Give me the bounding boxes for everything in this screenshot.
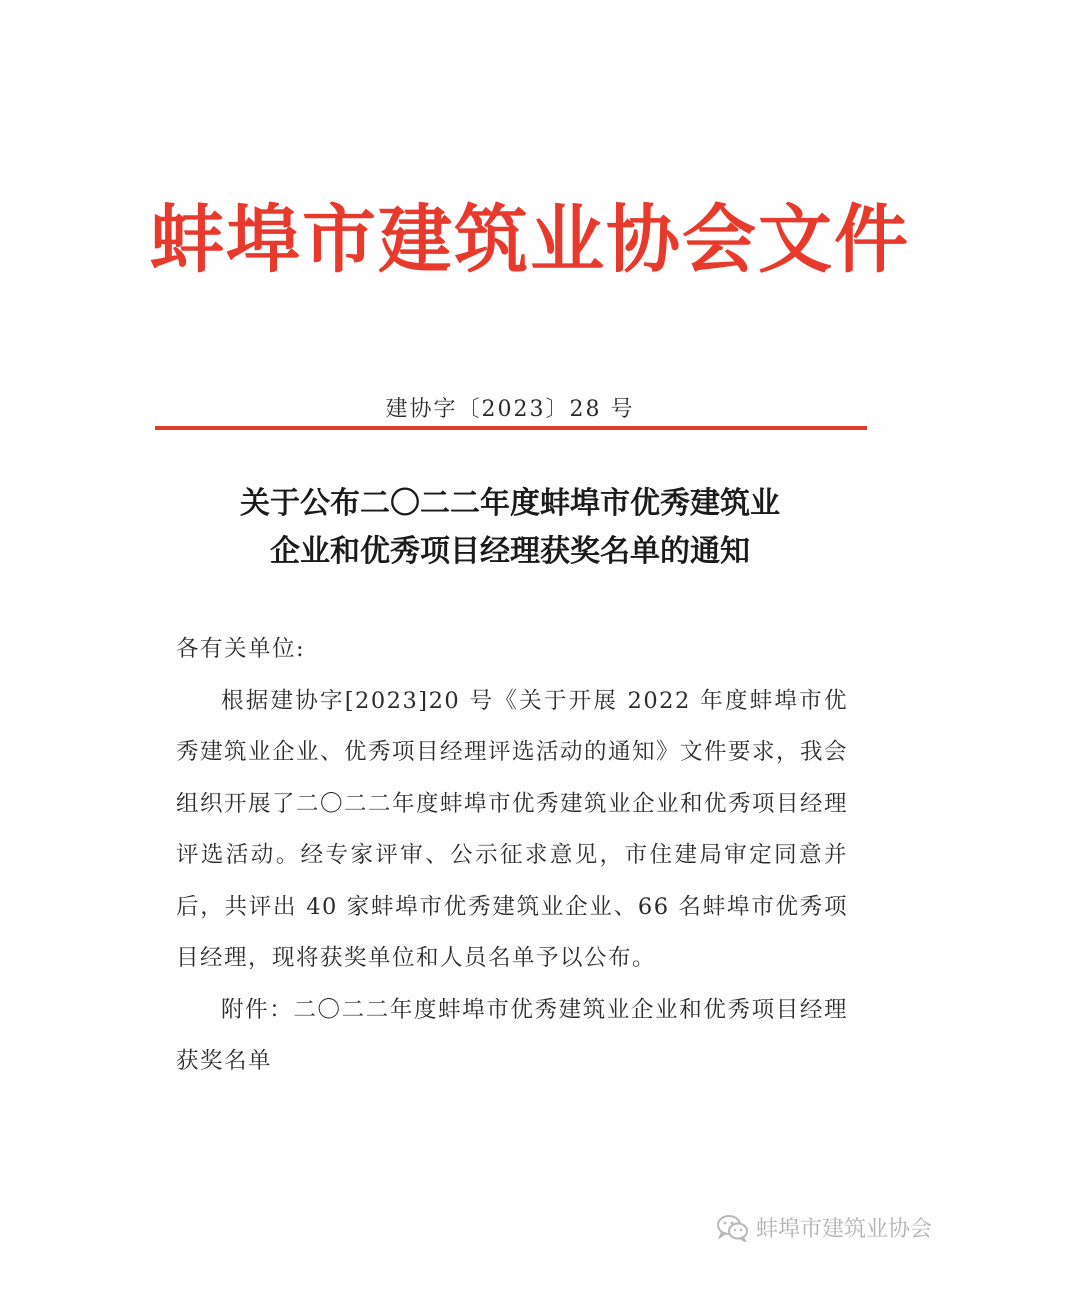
notice-title-line2: 企业和优秀项目经理获奖名单的通知 — [270, 534, 750, 569]
watermark-text: 蚌埠市建筑业协会 — [756, 1217, 933, 1242]
red-divider — [155, 426, 867, 430]
salutation: 各有关单位: — [176, 636, 306, 662]
wechat-icon — [716, 1214, 750, 1242]
masthead-title: 蚌埠市建筑业协会文件 — [150, 197, 910, 283]
document-number: 建协字〔2023〕28 号 — [385, 397, 635, 422]
notice-title-line1: 关于公布二〇二二年度蚌埠市优秀建筑业 — [240, 486, 780, 521]
notice-title — [150, 480, 870, 576]
source-watermark — [716, 1212, 932, 1243]
body-paragraph: 根据建协字[2023]20 号《关于开展 2022 年度蚌埠市优秀建筑业企业、优秀项目经理评选活动的通知》文件要求，我会组织开展了二〇二二年度蚌埠市优秀建筑业企业和优秀项目经理评选活动。经专家评审、公示征求意见，市住建局审定同意并后，共评出 40 家蚌埠市优秀建筑业企业、66 名蚌埠市优秀项目经理，现将获奖单位和人员名单予以公布。 — [176, 687, 849, 971]
notice-body — [176, 624, 848, 1088]
attachment-line: 附件：二〇二二年度蚌埠市优秀建筑业企业和优秀项目经理获奖名单 — [176, 996, 848, 1074]
